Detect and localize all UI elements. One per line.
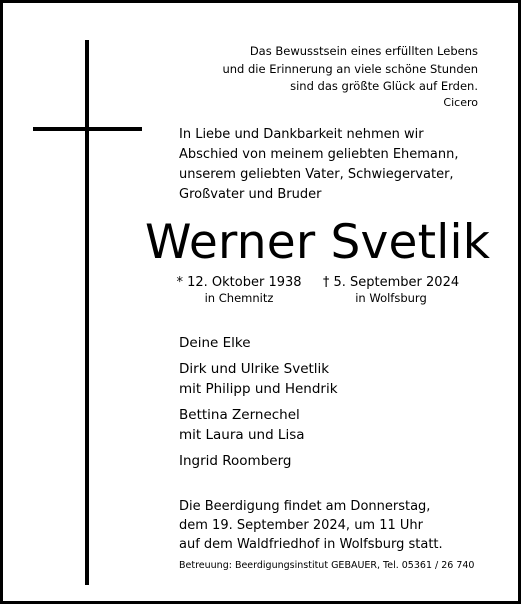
birth-place: in Chemnitz — [204, 291, 274, 305]
mourner-name: Deine Elke — [179, 335, 251, 351]
intro-line: In Liebe und Dankbarkeit nehmen wir — [179, 127, 424, 142]
cross-icon — [85, 40, 89, 585]
quote-line: Das Bewusstsein eines erfüllten Lebens — [249, 44, 478, 58]
mourner-entry — [179, 333, 251, 353]
intro-line: unserem geliebten Vater, Schwiegervater, — [179, 167, 454, 182]
cross-icon-bar — [33, 127, 142, 131]
funeral-line: dem 19. September 2024, um 11 Uhr — [179, 518, 423, 533]
quote — [178, 43, 478, 96]
mourner-entry — [179, 359, 338, 399]
mourner-name: Bettina Zernechel — [179, 407, 300, 423]
intro-line: Großvater und Bruder — [179, 187, 322, 202]
footer-credit: Betreuung: Beerdigungsinstitut GEBAUER, Tel. 05361 / 26 740 — [179, 560, 475, 571]
mourner-name: Ingrid Roomberg — [179, 453, 292, 469]
birth-date: * 12. Oktober 1938 — [176, 275, 302, 290]
funeral-info — [179, 497, 499, 554]
quote-author: Cicero — [443, 96, 478, 109]
intro-line: Abschied von meinem geliebten Ehemann, — [179, 147, 459, 162]
mourner-name-sub: mit Laura und Lisa — [179, 427, 305, 443]
funeral-line: Die Beerdigung findet am Donnerstag, — [179, 499, 431, 514]
death-date: † 5. September 2024 — [322, 275, 460, 290]
death-place: in Wolfsburg — [355, 291, 427, 305]
intro-text — [179, 125, 499, 205]
funeral-line: auf dem Waldfriedhof in Wolfsburg statt. — [179, 537, 443, 552]
mourner-name-sub: mit Philipp und Hendrik — [179, 381, 338, 397]
birth-info — [174, 274, 304, 306]
deceased-name: Werner Svetlik — [145, 215, 491, 270]
death-info — [321, 274, 461, 306]
quote-line: sind das größte Glück auf Erden. — [290, 79, 478, 93]
mourner-entry — [179, 451, 291, 471]
mourner-name: Dirk und Ulrike Svetlik — [179, 361, 330, 377]
mourner-entry — [179, 405, 305, 445]
quote-line: und die Erinnerung an viele schöne Stunden — [222, 61, 478, 76]
